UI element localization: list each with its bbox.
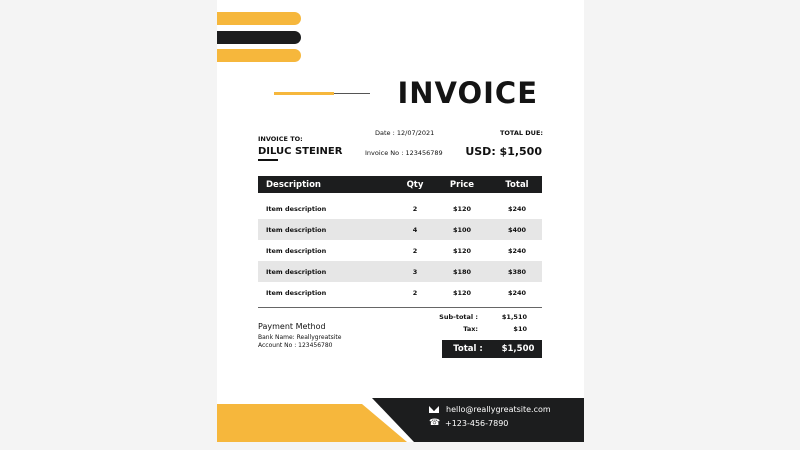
footer-accent-yellow <box>217 404 407 442</box>
footer-phone-row <box>429 418 508 428</box>
table-row <box>258 282 542 303</box>
footer-phone: +123-456-7890 <box>445 418 509 428</box>
row-price: $120 <box>452 288 472 297</box>
row-total: $380 <box>507 267 527 276</box>
row-qty: 4 <box>412 225 418 234</box>
tax-value: $10 <box>513 325 527 333</box>
grand-total-value: $1,500 <box>501 344 535 354</box>
title-accent-line <box>274 92 334 95</box>
row-total: $240 <box>507 288 527 297</box>
total-due-label: TOTAL DUE: <box>499 129 543 137</box>
table-divider <box>258 307 542 308</box>
row-qty: 2 <box>412 204 418 213</box>
decor-bar-dark <box>217 31 301 44</box>
footer-email: hello@reallygreatsite.com <box>446 405 551 414</box>
client-name: DILUC STEINER <box>258 146 343 157</box>
invoice-number: Invoice No : 123456789 <box>365 149 443 157</box>
row-total: $240 <box>507 204 527 213</box>
header-description: Description <box>266 179 321 190</box>
row-price: $120 <box>452 246 472 255</box>
row-price: $180 <box>452 267 472 276</box>
row-total: $400 <box>507 225 527 234</box>
subtotal-value: $1,510 <box>501 313 527 321</box>
invoice-date: Date : 12/07/2021 <box>375 129 435 137</box>
total-due-value: USD: $1,500 <box>465 145 542 158</box>
mail-icon <box>429 406 439 413</box>
table-row <box>258 240 542 261</box>
row-description: Item description <box>266 204 327 213</box>
header-qty: Qty <box>406 179 424 190</box>
subtotal-label: Sub-total : <box>439 313 478 321</box>
table-header <box>258 176 542 193</box>
items-table <box>258 176 542 308</box>
client-underline <box>258 159 278 161</box>
table-row <box>258 198 542 219</box>
row-total: $240 <box>507 246 527 255</box>
account-number: Account No : 123456780 <box>258 342 333 349</box>
payment-method-title: Payment Method <box>258 322 326 331</box>
phone-icon: ☎ <box>429 418 441 428</box>
row-price: $120 <box>452 204 472 213</box>
invoice-page <box>217 0 584 442</box>
row-qty: 2 <box>412 288 418 297</box>
row-description: Item description <box>266 267 327 276</box>
bank-name: Bank Name: Reallygreatsite <box>258 334 342 341</box>
table-row <box>258 219 542 240</box>
title-thin-line <box>334 93 370 94</box>
row-description: Item description <box>266 288 327 297</box>
decor-bar-yellow-bottom <box>217 49 301 62</box>
footer-email-row <box>429 405 551 414</box>
row-description: Item description <box>266 225 327 234</box>
grand-total-box <box>442 340 542 358</box>
invoice-title: INVOICE <box>397 76 538 110</box>
grand-total-label: Total : <box>453 344 483 354</box>
header-total: Total <box>505 179 529 190</box>
row-qty: 2 <box>412 246 418 255</box>
invoice-to-label: INVOICE TO: <box>258 135 303 143</box>
header-price: Price <box>449 179 475 190</box>
row-description: Item description <box>266 246 327 255</box>
row-price: $100 <box>452 225 472 234</box>
tax-label: Tax: <box>463 325 478 333</box>
row-qty: 3 <box>412 267 418 276</box>
table-row <box>258 261 542 282</box>
decor-bar-yellow-top <box>217 12 301 25</box>
